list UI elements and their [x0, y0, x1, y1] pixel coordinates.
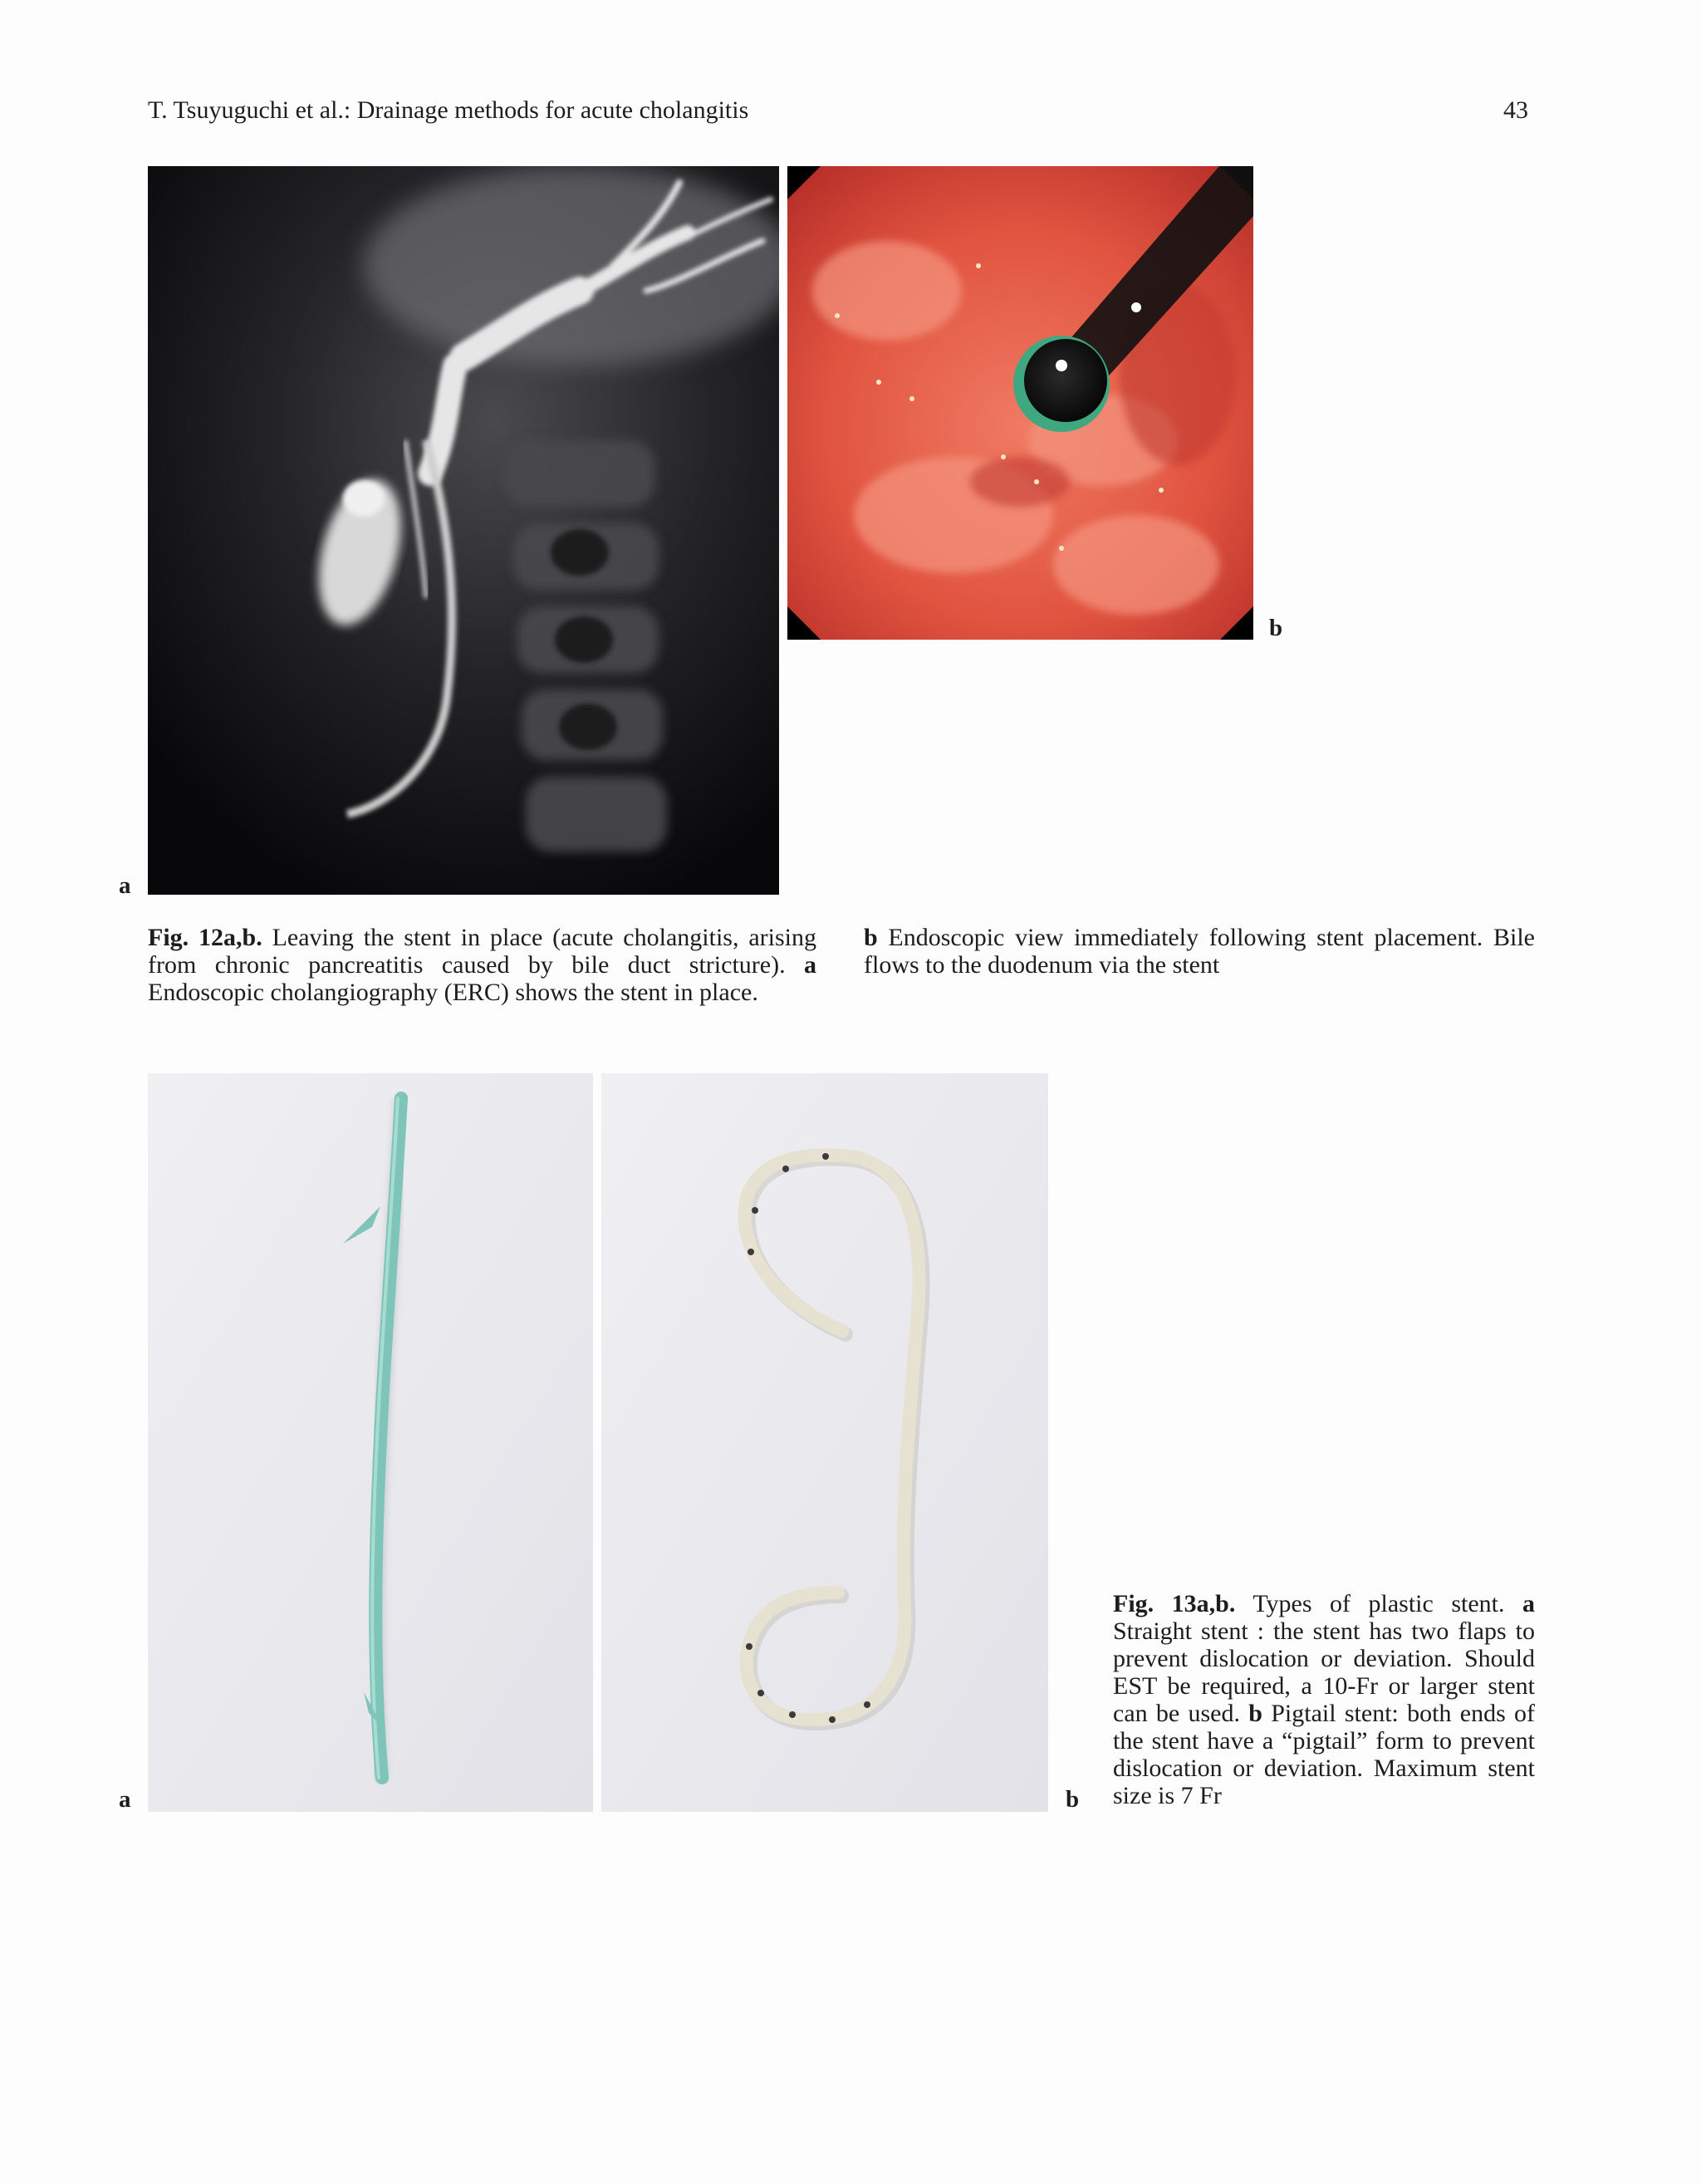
figure-12-caption-panel-b: b [864, 924, 878, 951]
figure-13-caption [1113, 1590, 1535, 1809]
figure-12-caption-text-1: Leaving the stent in place (acute cholangitis, arising from chronic pancreatitis caused by bile duct stricture). [148, 924, 816, 979]
running-title: T. Tsuyuguchi et al.: Drainage methods for acute cholangitis [148, 96, 749, 124]
figure-13b-panel-label: b [1066, 1786, 1080, 1813]
figure-13-caption-panel-b: b [1248, 1700, 1262, 1727]
figure-12a-panel-label: a [119, 872, 131, 899]
figure-13a-straight-stent-image [148, 1073, 593, 1812]
figure-13-caption-text-3: Pigtail stent: both ends of the stent have a “pigtail” form to prevent dislocation or deviation. Maximum stent size is 7 Fr [1113, 1700, 1536, 1809]
figure-12-caption-text-2: Endoscopic cholangiography (ERC) shows the stent in place. [148, 979, 758, 1006]
figure-12b-endoscopy-image [787, 166, 1253, 640]
figure-13a-panel-label: a [119, 1786, 131, 1813]
figure-13-caption-text-1: Types of plastic stent. [1252, 1590, 1505, 1617]
figure-13-caption-text-2: Straight stent : the stent has two flaps to prevent dislocation or deviation. Should EST be required, a 10-Fr or larger stent can be used. [1113, 1617, 1535, 1727]
figure-13-caption-panel-a: a [1522, 1590, 1535, 1617]
figure-12-caption-panel-a: a [804, 951, 817, 979]
figure-12b-panel-label: b [1269, 615, 1283, 641]
figure-12-caption-right [864, 924, 1535, 979]
page-number: 43 [1503, 96, 1528, 124]
figure-12a-xray-image [148, 166, 779, 895]
figure-12-caption-left [148, 924, 816, 1006]
figure-12-label: Fig. 12a,b. [148, 924, 262, 951]
figure-12-caption-text-b: Endoscopic view immediately following stent placement. Bile flows to the duodenum via the stent [864, 924, 1535, 979]
figure-13-label: Fig. 13a,b. [1113, 1590, 1236, 1617]
figure-13b-pigtail-stent-image [601, 1073, 1048, 1812]
